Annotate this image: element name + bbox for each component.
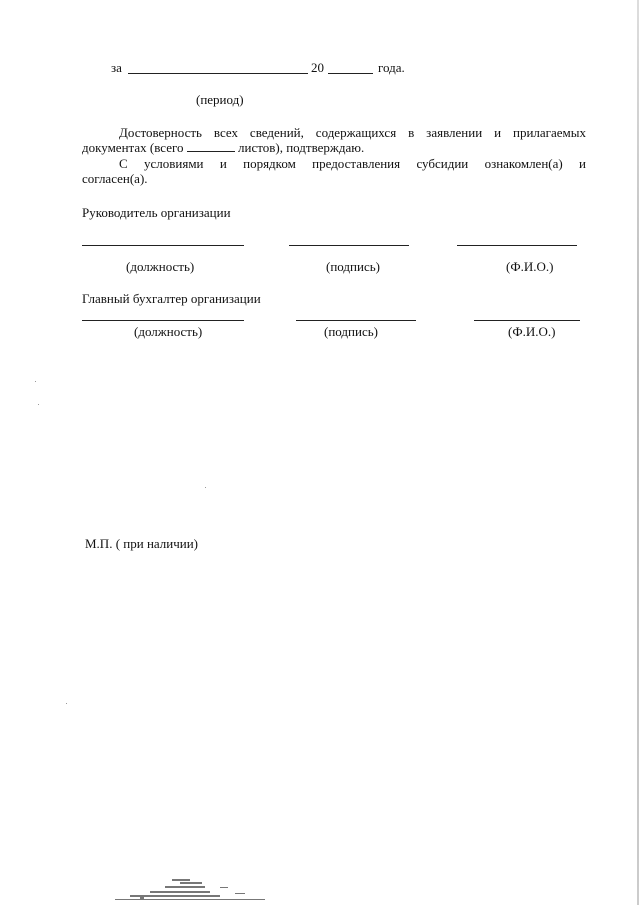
conditions-line-2: согласен(а). (82, 171, 148, 186)
accountant-position-caption: (должность) (134, 324, 203, 339)
stamp-placeholder: М.П. ( при наличии) (85, 536, 199, 551)
scan-noise-mark (110, 873, 270, 903)
head-title: Руководитель организации (82, 205, 231, 220)
sheets-label: документах (всего (82, 140, 184, 155)
sheets-count-blank (187, 140, 235, 152)
certification-line-2 (82, 140, 364, 155)
head-signature-caption: (подпись) (326, 259, 380, 274)
conditions-text-1: С условиями и порядком предоставления субсидии ознакомлен(а) и (119, 156, 586, 171)
year-blank-line (328, 73, 373, 74)
year-prefix: 20 (311, 60, 324, 75)
head-signature-line (289, 245, 409, 246)
certification-text-1: Достоверность всех сведений, содержащихся в заявлении и прилагаемых (119, 125, 586, 140)
head-position-line (82, 245, 244, 246)
period-caption: (период) (196, 92, 244, 107)
certification-line-1 (82, 125, 586, 140)
accountant-signature-caption: (подпись) (324, 324, 378, 339)
scan-speck (66, 703, 67, 704)
confirm-text: листов), подтверждаю. (238, 140, 365, 155)
scan-speck (205, 487, 206, 488)
scan-speck (38, 404, 39, 405)
conditions-line-1 (82, 156, 586, 171)
accountant-name-caption: (Ф.И.О.) (508, 324, 556, 339)
period-blank-line (128, 73, 308, 74)
head-name-line (457, 245, 577, 246)
scan-speck (35, 381, 36, 382)
period-prefix: за (111, 60, 122, 75)
accountant-title: Главный бухгалтер организации (82, 291, 261, 306)
accountant-signature-line (296, 320, 416, 321)
accountant-name-line (474, 320, 580, 321)
accountant-position-line (82, 320, 244, 321)
year-suffix: года. (378, 60, 405, 75)
head-name-caption: (Ф.И.О.) (506, 259, 554, 274)
head-position-caption: (должность) (126, 259, 195, 274)
